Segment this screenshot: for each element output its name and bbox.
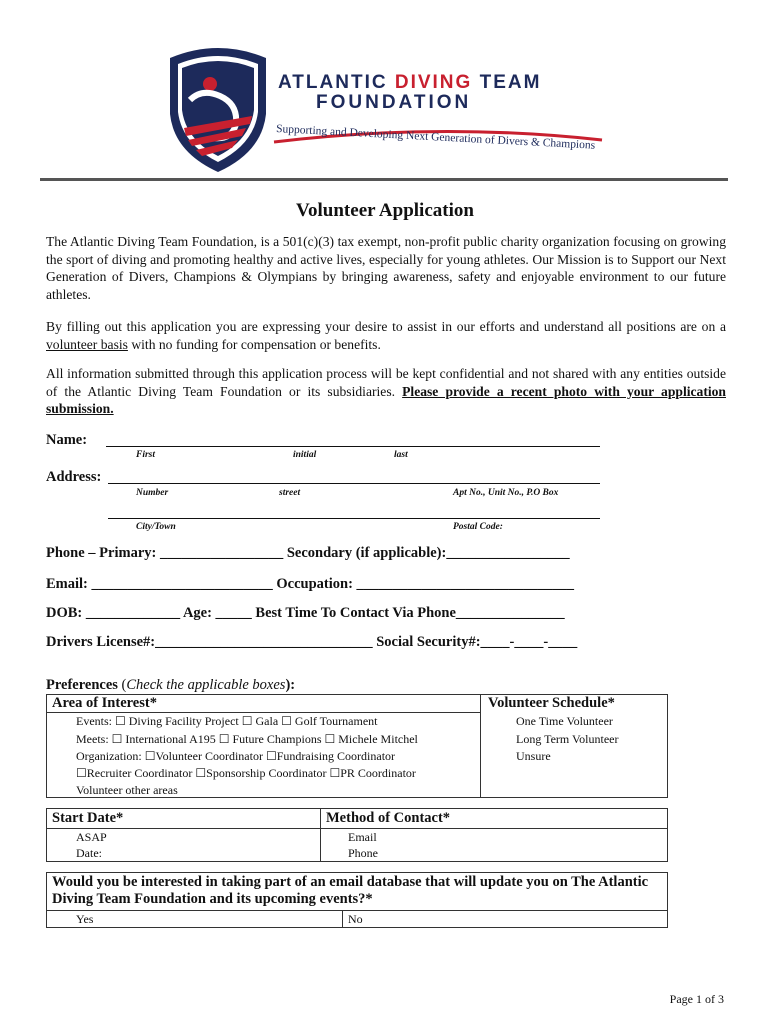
intro-paragraph: The Atlantic Diving Team Foundation, is a 501(c)(3) tax exempt, non-profit public charity organization focusing on growing the sport of diving and promoting healthy and active lives, especially for young athletes. Our Mission is to Support our Next Generation of Divers, Champions & Olympians by bringing awareness, safety and enjoyable environment to our future athletes. xyxy=(46,234,726,302)
name-label: Name: xyxy=(46,432,88,448)
address-number-caption: Number xyxy=(136,488,169,498)
address-postal-caption: Postal Code: xyxy=(453,522,503,532)
page-number: Page 1 of 3 xyxy=(669,992,724,1006)
schedule-one-time[interactable]: One Time Volunteer xyxy=(516,714,613,728)
address-city-caption: City/Town xyxy=(136,522,176,532)
name-first-caption: First xyxy=(136,450,156,460)
database-yes[interactable]: Yes xyxy=(76,912,94,926)
method-of-contact-header: Method of Contact* xyxy=(326,810,451,826)
database-no[interactable]: No xyxy=(348,912,363,926)
diver-shield-logo xyxy=(162,44,274,174)
contact-phone[interactable]: Phone xyxy=(348,846,378,860)
name-field[interactable] xyxy=(106,446,600,447)
svg-text:Supporting and Developing Next: Supporting and Developing Next Generation of Divers & Champions xyxy=(275,123,596,152)
header-divider xyxy=(40,178,728,181)
address-field[interactable] xyxy=(108,483,600,484)
contact-email[interactable]: Email xyxy=(348,830,377,844)
phone-row[interactable]: Phone – Primary: _________________ Secondary (if applicable):_________________ xyxy=(46,545,570,561)
volunteer-other-areas[interactable]: Volunteer other areas xyxy=(76,783,178,797)
confidentiality-paragraph: All information submitted through this application process will be kept confidential and not shared with any entities outside of the Atlantic Diving Team Foundation or its subsidiaries. Please provide a recent photo with your application submission. xyxy=(46,366,726,417)
schedule-long-term[interactable]: Long Term Volunteer xyxy=(516,732,619,746)
address-label: Address: xyxy=(46,469,102,485)
name-last-caption: last xyxy=(394,450,408,460)
schedule-unsure[interactable]: Unsure xyxy=(516,749,551,763)
brand-foundation: FOUNDATION xyxy=(316,92,472,113)
preferences-label: Preferences (Check the applicable boxes): xyxy=(46,677,296,693)
brand-name: ATLANTIC DIVING TEAM xyxy=(278,72,542,93)
organization-options[interactable]: Organization: ☐Volunteer Coordinator ☐Fundraising Coordinator xyxy=(76,749,396,763)
area-of-interest-header: Area of Interest* xyxy=(52,695,157,711)
address-city-field[interactable] xyxy=(108,518,600,519)
address-apt-caption: Apt No., Unit No., P.O Box xyxy=(453,488,559,498)
page-title: Volunteer Application xyxy=(296,200,474,221)
events-options[interactable]: Events: ☐ Diving Facility Project ☐ Gala ☐ Golf Tournament xyxy=(76,714,378,728)
volunteer-schedule-header: Volunteer Schedule* xyxy=(488,695,615,711)
license-ssn-row[interactable]: Drivers License#:______________________________ Social Security#:____-____-____ xyxy=(46,634,578,650)
name-initial-caption: initial xyxy=(293,450,317,460)
email-database-question: Would you be interested in taking part of an email database that will update you on The Atlantic Diving Team Foundation and its upcoming events?* xyxy=(52,874,649,907)
email-occupation-row[interactable]: Email: _________________________ Occupation: ______________________________ xyxy=(46,576,575,592)
start-date-field[interactable]: Date: xyxy=(76,846,102,860)
start-date-header: Start Date* xyxy=(52,810,124,826)
volunteer-basis-paragraph: By filling out this application you are expressing your desire to assist in our efforts and understand all positions are on a volunteer basis with no funding for compensation or benefits. xyxy=(46,319,726,352)
address-street-caption: street xyxy=(279,488,301,498)
tagline xyxy=(270,114,610,154)
dob-age-row[interactable]: DOB: _____________ Age: _____ Best Time To Contact Via Phone_______________ xyxy=(46,605,565,621)
start-asap[interactable]: ASAP xyxy=(76,830,107,844)
meets-options[interactable]: Meets: ☐ International A195 ☐ Future Champions ☐ Michele Mitchel xyxy=(76,732,418,746)
coordinator-options[interactable]: ☐Recruiter Coordinator ☐Sponsorship Coordinator ☐PR Coordinator xyxy=(76,766,416,780)
